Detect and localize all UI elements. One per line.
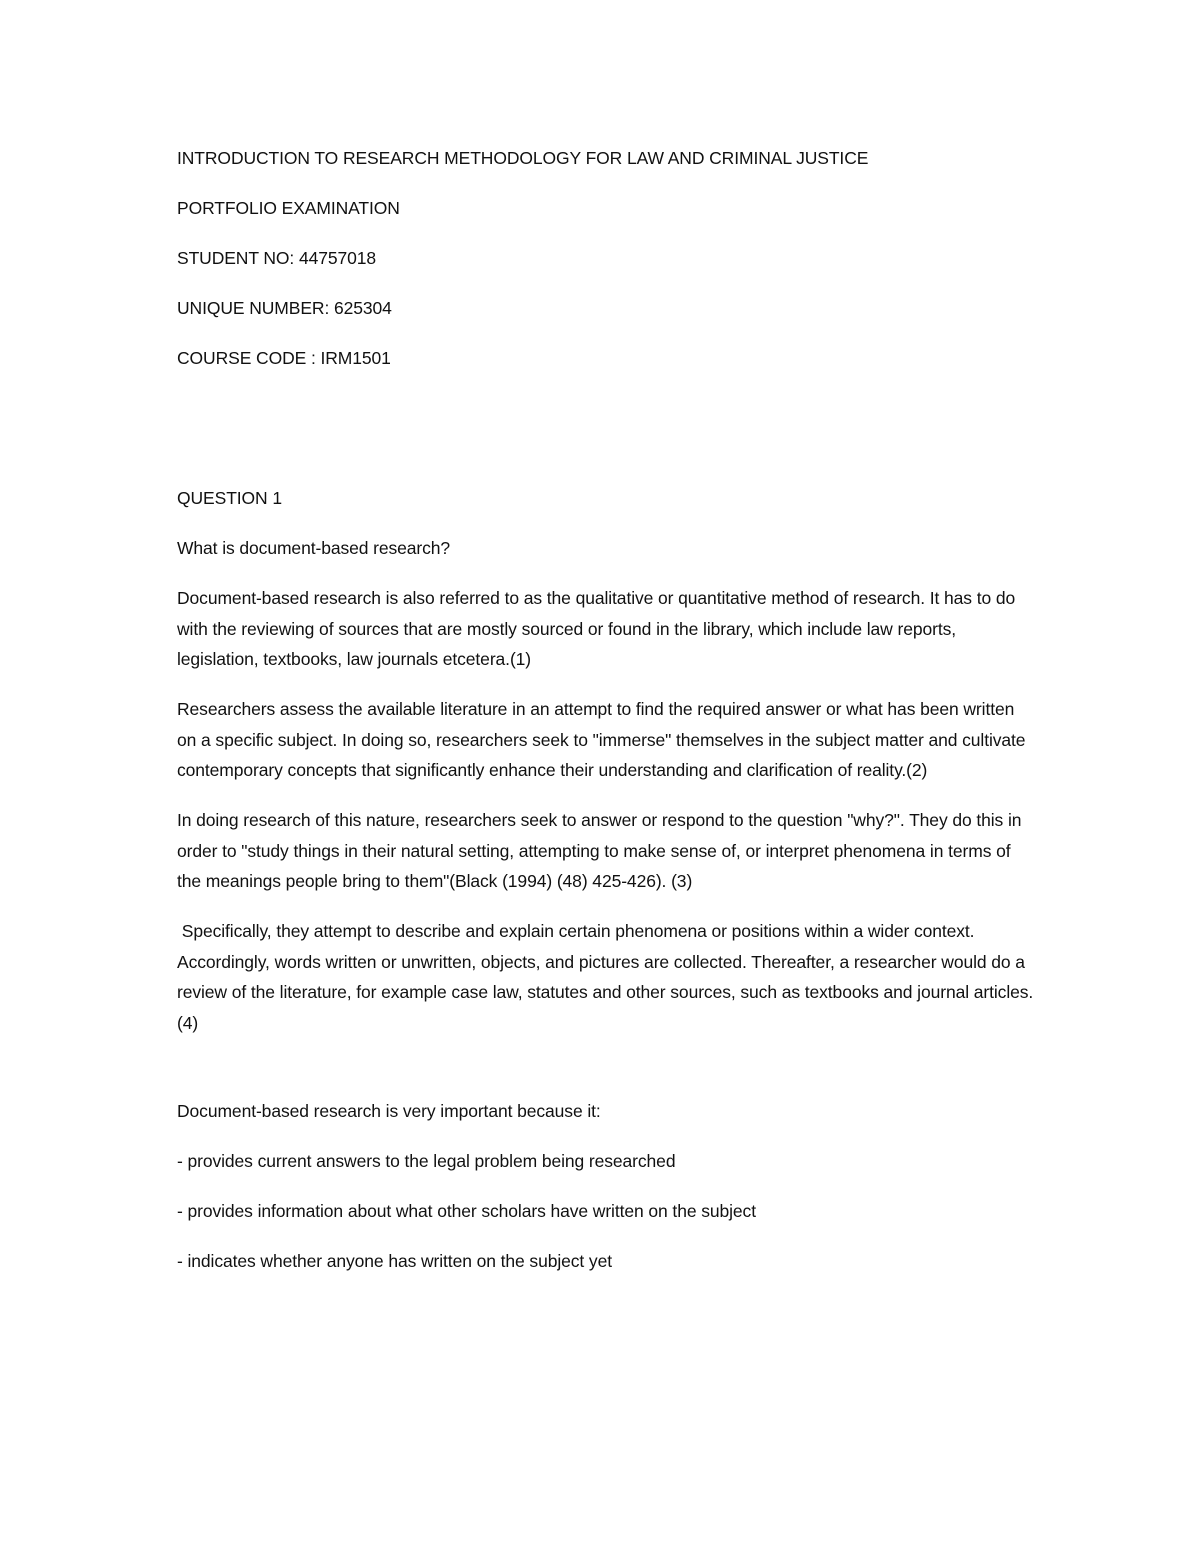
course-title: INTRODUCTION TO RESEARCH METHODOLOGY FOR LAW AND CRIMINAL JUSTICE <box>177 148 869 168</box>
importance-intro: Document-based research is very important because it: <box>177 1100 601 1121</box>
paragraph-2: Researchers assess the available literature in an attempt to find the required answer or what has been written on a specific subject. In doing so, researchers seek to "immerse" themselves in the subject matter and cultivate contemporary concepts that significantly enhance their understanding and clarification of reality.(2) <box>177 699 1026 780</box>
list-item: - provides information about what other scholars have written on the subject <box>177 1200 756 1221</box>
question-heading: QUESTION 1 <box>177 488 282 508</box>
unique-number: UNIQUE NUMBER: 625304 <box>177 298 392 318</box>
paragraph-3: In doing research of this nature, researchers seek to answer or respond to the question "why?". They do this in order to "study things in their natural setting, attempting to make sense of, or interpret phenomena in terms of the meanings people bring to them"(Black (1994) (48) 425-426). (3) <box>177 810 1022 891</box>
student-number: STUDENT NO: 44757018 <box>177 248 377 268</box>
spacer <box>177 393 1037 483</box>
exam-type: PORTFOLIO EXAMINATION <box>177 198 400 218</box>
list-item: - provides current answers to the legal problem being researched <box>177 1150 676 1171</box>
spacer <box>177 1058 1037 1096</box>
list-item: - indicates whether anyone has written on the subject yet <box>177 1250 612 1271</box>
paragraph-1: Document-based research is also referred to as the qualitative or quantitative method of research. It has to do with the reviewing of sources that are mostly sourced or found in the library, which include law reports, legislation, textbooks, law journals etcetera.(1) <box>177 588 1016 669</box>
document-body <box>177 143 1037 1296</box>
course-code: COURSE CODE : IRM1501 <box>177 348 391 368</box>
question-prompt: What is document-based research? <box>177 538 451 558</box>
paragraph-4: Specifically, they attempt to describe and explain certain phenomena or positions within a wider context. Accordingly, words written or unwritten, objects, and pictures are collected. Thereafter, a researcher would do a review of the literature, for example case law, statutes and other sources, such as textbooks and journal articles.(4) <box>177 921 1034 1033</box>
